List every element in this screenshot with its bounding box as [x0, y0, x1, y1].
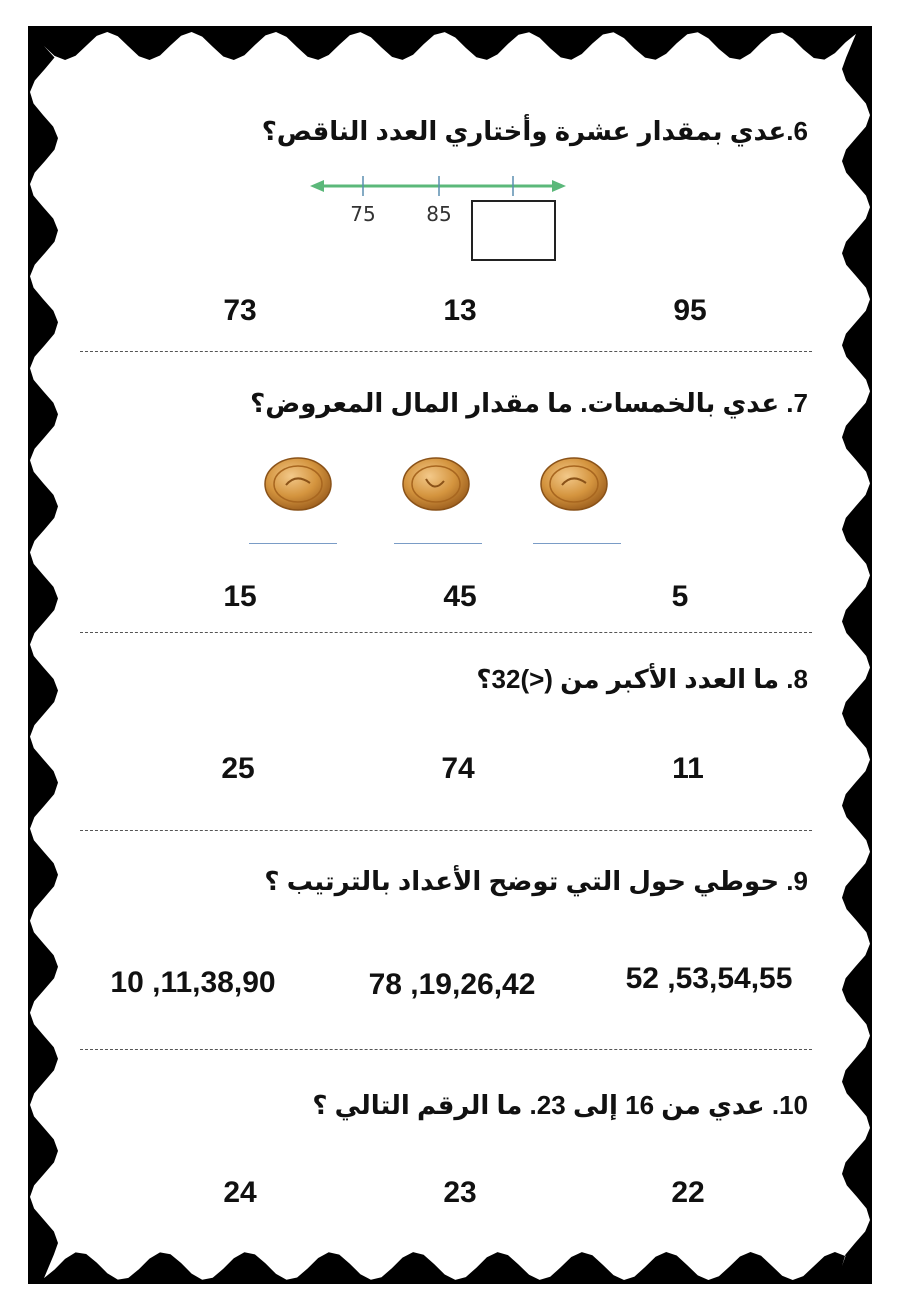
q10-option-2[interactable]: 23 [443, 1176, 477, 1209]
coin-1 [262, 455, 334, 513]
q8-option-2[interactable]: 74 [441, 752, 475, 785]
q7-option-2[interactable]: 45 [443, 580, 477, 613]
q9-option-3[interactable]: 52 ,53,54,55 [625, 962, 793, 995]
q7-option-3[interactable]: 5 [671, 580, 689, 613]
question-6-title: 6.عدي بمقدار عشرة وأختاري العدد الناقص؟ [261, 116, 808, 146]
missing-number-box[interactable] [472, 201, 555, 260]
q10-option-3[interactable]: 22 [671, 1176, 705, 1209]
coin-3 [538, 455, 610, 513]
coin-2 [400, 455, 472, 513]
q10-option-1[interactable]: 24 [223, 1176, 257, 1209]
coin-1-answer-line[interactable] [249, 543, 337, 544]
separator-3 [80, 830, 812, 831]
left-arrow-head [310, 180, 324, 192]
separator-4 [80, 1049, 812, 1050]
q6-option-2[interactable]: 13 [443, 294, 477, 327]
question-7-title: 7. عدي بالخمسات. ما مقدار المال المعروض؟ [250, 388, 808, 418]
coin-2-answer-line[interactable] [394, 543, 482, 544]
q8-option-3[interactable]: 11 [672, 752, 704, 785]
number-line [300, 168, 580, 268]
tick-label-85: 85 [426, 202, 452, 226]
question-8-title: 8. ما العدد الأكبر من (<)32؟ [476, 664, 808, 694]
separator-2 [80, 632, 812, 633]
separator-1 [80, 351, 812, 352]
q7-option-1[interactable]: 15 [223, 580, 257, 613]
tick-label-75: 75 [350, 202, 376, 226]
q6-option-3[interactable]: 95 [673, 294, 707, 327]
right-arrow-head [552, 180, 566, 192]
q9-option-2[interactable]: 78 ,19,26,42 [368, 968, 536, 1001]
question-10-title: 10. عدي من 16 إلى 23. ما الرقم التالي ؟ [312, 1090, 808, 1120]
question-9-title: 9. حوطي حول التي توضح الأعداد بالترتيب ؟ [264, 866, 808, 896]
q9-option-1[interactable]: 10 ,11,38,90 [110, 966, 276, 999]
q6-option-1[interactable]: 73 [223, 294, 257, 327]
q8-option-1[interactable]: 25 [221, 752, 255, 785]
coin-3-answer-line[interactable] [533, 543, 621, 544]
